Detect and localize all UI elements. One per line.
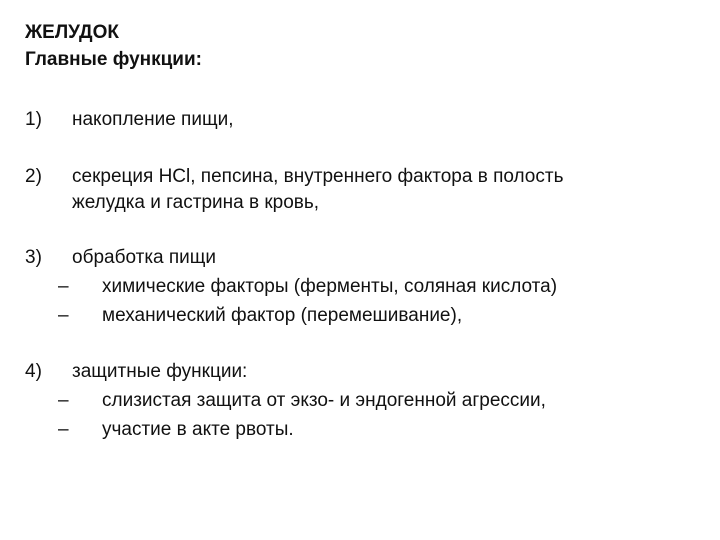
item-text	[72, 245, 702, 271]
item-text-line: накопление пищи,	[72, 109, 234, 130]
dash-bullet: –	[58, 305, 69, 326]
item-text-line: секреция HCl, пепсина, внутреннего фактора в полость	[72, 166, 564, 187]
page-title: ЖЕЛУДОК	[25, 22, 119, 43]
item-number: 2)	[25, 166, 42, 187]
dash-bullet: –	[58, 419, 69, 440]
item-text-line: желудка и гастрина в кровь,	[72, 192, 320, 213]
item-text-line: защитные функции:	[72, 361, 248, 382]
dash-bullet: –	[58, 276, 69, 297]
item-text	[72, 107, 702, 133]
item-number: 4)	[25, 361, 42, 382]
item-number: 1)	[25, 109, 42, 130]
item-text	[72, 359, 702, 385]
item-text-line: обработка пищи	[72, 247, 217, 268]
page-subtitle: Главные функции:	[25, 49, 202, 70]
sub-item	[25, 417, 705, 443]
sub-item-text: химические факторы (ферменты, соляная кислота)	[102, 276, 558, 297]
item-number: 3)	[25, 247, 42, 268]
sub-item	[25, 274, 705, 300]
sub-item-text: механический фактор (перемешивание),	[102, 305, 463, 326]
sub-item-text: участие в акте рвоты.	[102, 419, 294, 440]
dash-bullet: –	[58, 390, 69, 411]
sub-item-text: слизистая защита от экзо- и эндогенной агрессии,	[102, 390, 546, 411]
item-text	[72, 164, 702, 216]
sub-item	[25, 303, 705, 329]
sub-item	[25, 388, 705, 414]
